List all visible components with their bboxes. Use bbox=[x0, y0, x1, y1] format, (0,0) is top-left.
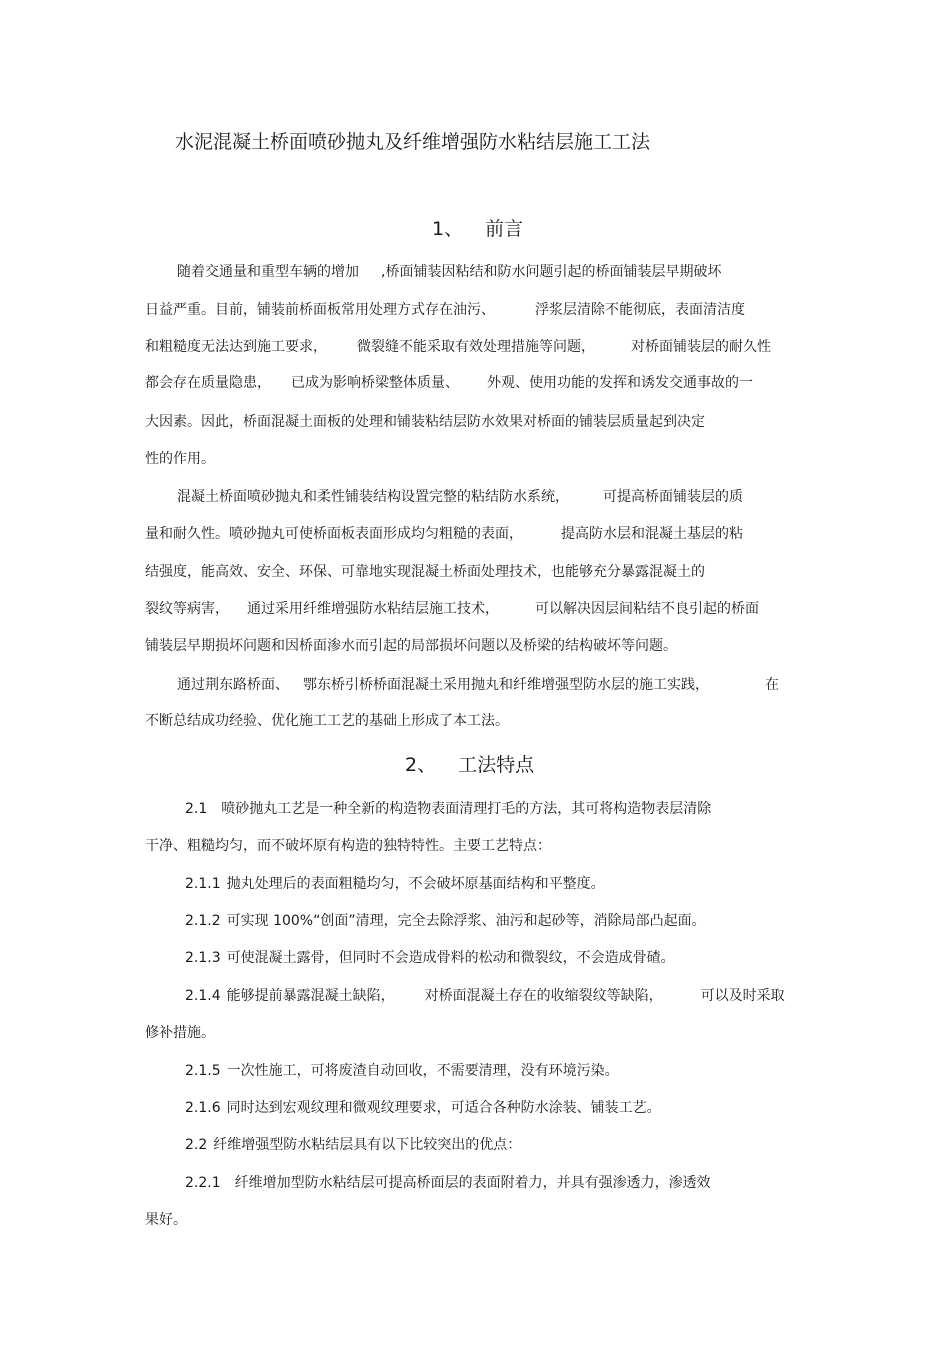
text-line bbox=[145, 374, 753, 392]
text-segment: 可以解决因层间粘结不良引起的桥面 bbox=[535, 601, 759, 617]
text-segment: 提高防水层和混凝土基层的粘 bbox=[561, 526, 743, 542]
text-line bbox=[185, 1062, 619, 1080]
text-segment: 微裂缝不能采取有效处理措施等问题， bbox=[357, 339, 595, 355]
text-line bbox=[185, 1174, 711, 1192]
item-number: 2.2 bbox=[185, 1137, 208, 1153]
text-line bbox=[145, 637, 677, 655]
text-segment: 可使混凝土露骨，但同时不会造成骨料的松动和微裂纹，不会造成骨碴。 bbox=[226, 950, 675, 966]
text-line bbox=[185, 949, 675, 967]
text-segment: 对桥面混凝土存在的收缩裂纹等缺陷， bbox=[424, 988, 663, 1004]
text-segment: 大因素。因此，桥面混凝土面板的处理和铺装粘结层防水效果对桥面的铺装层质量起到决定 bbox=[145, 414, 705, 430]
text-segment: 都会存在质量隐患， bbox=[145, 375, 271, 391]
text-segment: 纤维增加型防水粘结层可提高桥面层的表面附着力，并具有强渗透力，渗透效 bbox=[234, 1175, 711, 1191]
text-segment: 可实现 100%“创面”清理，完全去除浮浆、油污和起砂等，消除局部凸起面。 bbox=[226, 913, 706, 929]
text-line bbox=[145, 563, 705, 581]
text-segment: 量和耐久性。喷砂抛丸可使桥面板表面形成均匀粗糙的表面， bbox=[145, 526, 523, 542]
section-heading-1 bbox=[432, 216, 523, 242]
text-segment: 随着交通量和重型车辆的增加 bbox=[177, 264, 359, 280]
text-segment: 通过采用纤维增强防水粘结层施工技术， bbox=[247, 601, 499, 617]
text-line bbox=[145, 338, 771, 356]
text-segment: 性的作用。 bbox=[145, 451, 215, 467]
text-segment: 鄂东桥引桥桥面混凝土采用抛丸和纤维增强型防水层的施工实践， bbox=[303, 677, 709, 693]
text-segment: 可以及时采取 bbox=[700, 988, 785, 1004]
text-line bbox=[185, 987, 785, 1005]
text-segment: 纤维增强型防水粘结层具有以下比较突出的优点： bbox=[213, 1137, 522, 1153]
item-number: 2.1.1 bbox=[185, 876, 221, 892]
text-segment: 和粗糙度无法达到施工要求， bbox=[145, 339, 327, 355]
text-segment: 浮浆层清除不能彻底，表面清洁度 bbox=[535, 302, 745, 318]
text-line bbox=[145, 1211, 187, 1229]
item-number: 2.1.4 bbox=[185, 988, 221, 1004]
text-segment: 通过荆东路桥面、 bbox=[177, 677, 289, 693]
text-line bbox=[185, 800, 711, 818]
text-segment: 已成为影响桥梁整体质量、 bbox=[291, 375, 459, 391]
item-number: 2.1 bbox=[185, 801, 208, 817]
text-segment: ,桥面铺装因粘结和防水问题引起的桥面铺装层早期破坏 bbox=[381, 264, 722, 280]
text-segment: 抛丸处理后的表面粗糙均匀，不会破坏原基面结构和平整度。 bbox=[226, 876, 605, 892]
text-segment: 在 bbox=[765, 677, 779, 693]
text-line bbox=[145, 600, 759, 618]
text-line bbox=[185, 912, 706, 930]
text-line bbox=[177, 488, 743, 506]
text-segment: 外观、使用功能的发挥和诱发交通事故的一 bbox=[487, 375, 753, 391]
text-line bbox=[185, 1136, 521, 1154]
item-number: 2.1.2 bbox=[185, 913, 221, 929]
text-line bbox=[185, 875, 605, 893]
text-segment: 对桥面铺装层的耐久性 bbox=[631, 339, 771, 355]
text-segment: 能够提前暴露混凝土缺陷， bbox=[226, 988, 395, 1004]
text-line bbox=[177, 263, 721, 281]
text-line bbox=[177, 676, 779, 694]
text-segment: 日益严重。目前，铺装前桥面板常用处理方式存在油污、 bbox=[145, 302, 495, 318]
text-segment: 铺装层早期损坏问题和因桥面渗水而引起的局部损坏问题以及桥梁的结构破坏等问题。 bbox=[145, 638, 677, 654]
text-segment: 喷砂抛丸工艺是一种全新的构造物表面清理打毛的方法，其可将构造物表层清除 bbox=[221, 801, 712, 817]
text-line bbox=[145, 712, 509, 730]
item-number: 2.1.3 bbox=[185, 950, 221, 966]
item-number: 2.1.6 bbox=[185, 1100, 221, 1116]
item-number: 2.2.1 bbox=[185, 1175, 221, 1191]
text-line bbox=[145, 413, 705, 431]
text-segment: 裂纹等病害， bbox=[145, 601, 229, 617]
section-title: 工法特点 bbox=[458, 754, 535, 776]
section-number: 2、 bbox=[405, 754, 437, 776]
text-segment: 可提高桥面铺装层的质 bbox=[603, 489, 743, 505]
text-segment: 同时达到宏观纹理和微观纹理要求，可适合各种防水涂装、铺装工艺。 bbox=[226, 1100, 661, 1116]
text-line bbox=[145, 450, 215, 468]
section-heading-2 bbox=[405, 752, 534, 778]
text-segment: 不断总结成功经验、优化施工工艺的基础上形成了本工法。 bbox=[145, 713, 509, 729]
item-number: 2.1.5 bbox=[185, 1063, 221, 1079]
text-segment: 一次性施工，可将废渣自动回收，不需要清理，没有环境污染。 bbox=[226, 1063, 619, 1079]
text-line bbox=[185, 1099, 661, 1117]
text-segment: 果好。 bbox=[145, 1212, 187, 1228]
text-line bbox=[145, 301, 745, 319]
text-line bbox=[145, 525, 743, 543]
text-segment: 干净、粗糙均匀，而不破坏原有构造的独特特性。主要工艺特点： bbox=[145, 838, 551, 854]
document-title: 水泥混凝土桥面喷砂抛丸及纤维增强防水粘结层施工工法 bbox=[175, 131, 651, 153]
section-number: 1、 bbox=[432, 218, 464, 240]
text-segment: 混凝土桥面喷砂抛丸和柔性铺装结构设置完整的粘结防水系统， bbox=[177, 489, 569, 505]
text-line bbox=[145, 1024, 215, 1042]
text-segment: 结强度，能高效、安全、环保、可靠地实现混凝土桥面处理技术，也能够充分暴露混凝土的 bbox=[145, 564, 705, 580]
text-line bbox=[145, 837, 551, 855]
text-segment: 修补措施。 bbox=[145, 1025, 215, 1041]
section-title: 前言 bbox=[485, 218, 524, 240]
